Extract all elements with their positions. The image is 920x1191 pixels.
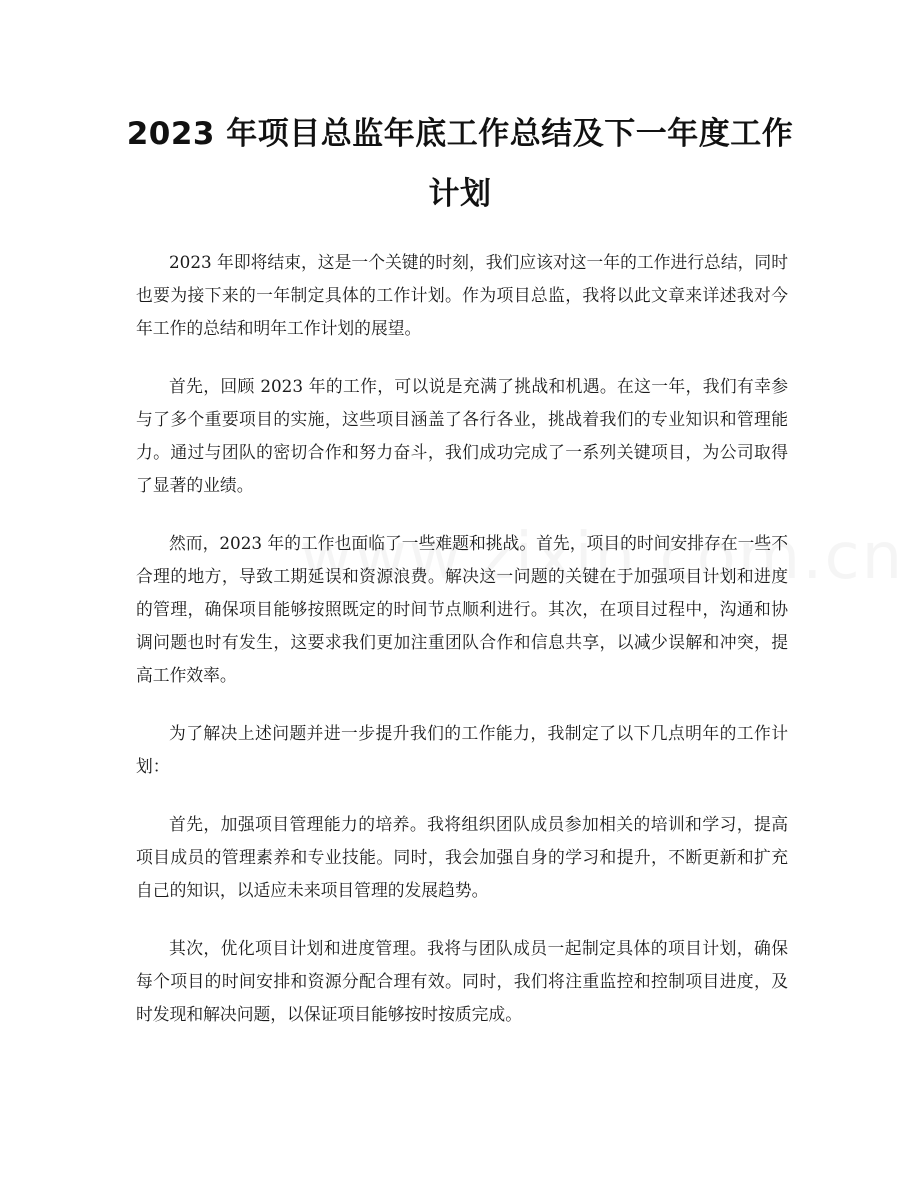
paragraph: 其次，优化项目计划和进度管理。我将与团队成员一起制定具体的项目计划，确保每个项目的时间安排和资源分配合理有效。同时，我们将注重监控和控制项目进度，及时发现和解决问题，以保证项目能够按时按质完成。 (136, 938, 788, 1024)
paragraph: 然而，2023 年的工作也面临了一些难题和挑战。首先，项目的时间安排存在一些不合理的地方，导致工期延误和资源浪费。解决这一问题的关键在于加强项目计划和进度的管理，确保项目能够按照既定的时间节点顺利进行。其次，在项目过程中，沟通和协调问题也时有发生，这要求我们更加注重团队合作和信息共享，以减少误解和冲突，提高工作效率。 (136, 533, 788, 685)
paragraph: 首先，加强项目管理能力的培养。我将组织团队成员参加相关的培训和学习，提高项目成员的管理素养和专业技能。同时，我会加强自身的学习和提升，不断更新和扩充自己的知识，以适应未来项目管理的发展趋势。 (136, 814, 788, 900)
paragraph: 为了解决上述问题并进一步提升我们的工作能力，我制定了以下几点明年的工作计划： (136, 723, 788, 776)
paragraph: 首先，回顾 2023 年的工作，可以说是充满了挑战和机遇。在这一年，我们有幸参与了多个重要项目的实施，这些项目涵盖了各行各业，挑战着我们的专业知识和管理能力。通过与团队的密切合作和努力奋斗，我们成功完成了一系列关键项目，为公司取得了显著的业绩。 (136, 376, 788, 495)
document-body (136, 246, 788, 1056)
document-title: 2023 年项目总监年底工作总结及下一年度工作计划 (126, 116, 794, 212)
paragraph: 2023 年即将结束，这是一个关键的时刻，我们应该对这一年的工作进行总结，同时也要为接下来的一年制定具体的工作计划。作为项目总监，我将以此文章来详述我对今年工作的总结和明年工作计划的展望。 (136, 252, 788, 338)
